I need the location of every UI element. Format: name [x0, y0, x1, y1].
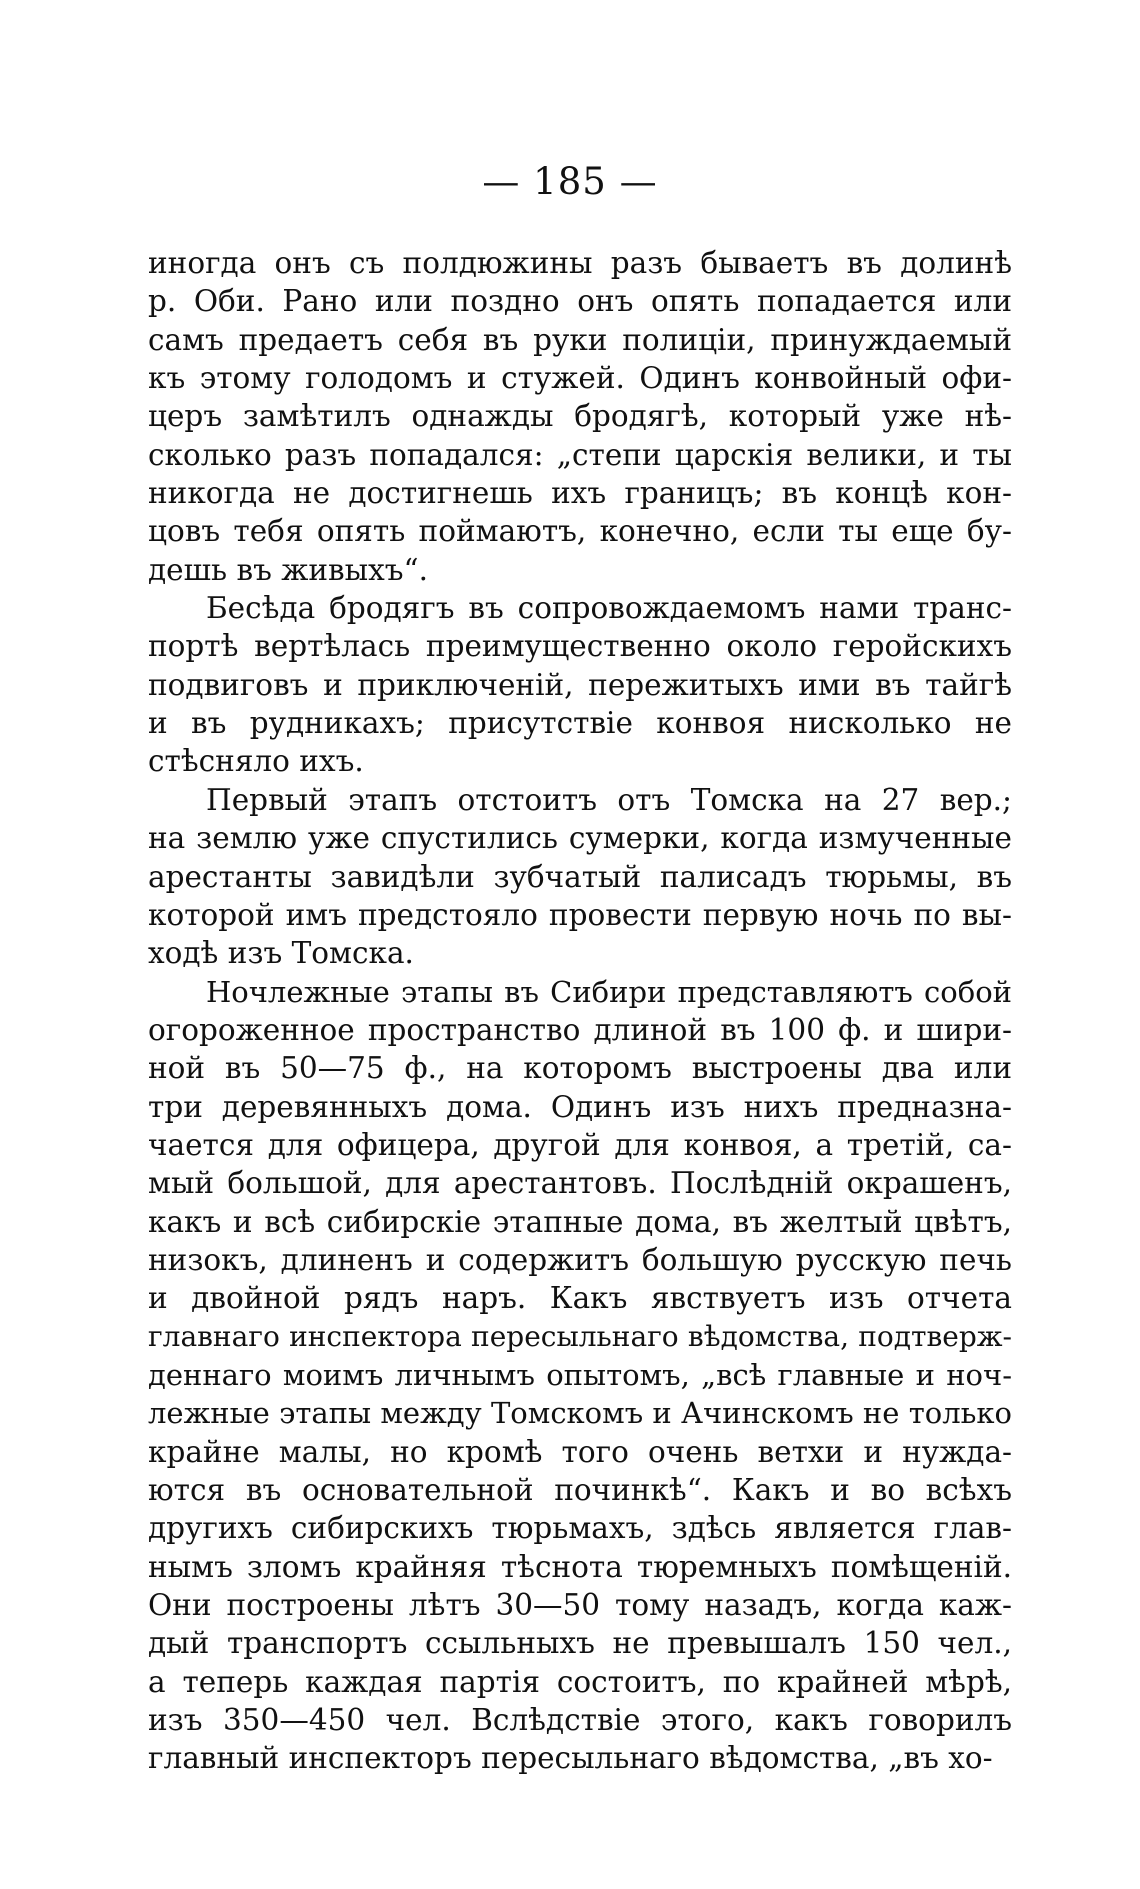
- text-line: цовъ тебя опять поймаютъ, конечно, если ты еще бу-: [148, 514, 1012, 549]
- text-line: огороженное пространство длиной въ 100 ф. и шири-: [148, 1012, 1012, 1047]
- text-line: къ этому голодомъ и стужей. Одинъ конвойный офи-: [148, 361, 1012, 396]
- text-line: ходѣ изъ Томска.: [148, 936, 414, 971]
- text-line: нымъ зломъ крайняя тѣснота тюремныхъ помѣщеній.: [148, 1549, 1012, 1584]
- text-line: которой имъ предстояло провести первую ночь по вы-: [148, 897, 1012, 932]
- text-line: дешь въ живыхъ“.: [148, 552, 428, 587]
- body-text: [148, 244, 1012, 1778]
- text-line: чается для офицера, другой для конвоя, а третій, са-: [148, 1127, 1012, 1162]
- text-line: низокъ, длиненъ и содержитъ большую русскую печь: [148, 1242, 1012, 1277]
- text-line: крайне малы, но кромѣ того очень ветхи и нужда-: [148, 1434, 1012, 1469]
- text-line: и двойной рядъ наръ. Какъ явствуетъ изъ отчета: [148, 1281, 1012, 1316]
- text-line: ной въ 50—75 ф., на которомъ выстроены два или: [148, 1051, 1012, 1086]
- text-line: лежные этапы между Томскомъ и Ачинскомъ не только: [148, 1396, 1012, 1431]
- text-line: Первый этапъ отстоитъ отъ Томска на 27 вер.;: [206, 782, 1012, 817]
- text-line: а теперь каждая партія состоитъ, по крайней мѣрѣ,: [148, 1664, 1012, 1699]
- text-line: на землю уже спустились сумерки, когда измученные: [148, 821, 1012, 856]
- text-line: Бесѣда бродягъ въ сопровождаемомъ нами транс-: [206, 591, 1012, 626]
- text-line: иногда онъ съ полдюжины разъ бываетъ въ долинѣ: [148, 246, 1012, 280]
- paragraph: [148, 781, 1012, 973]
- text-line: другихъ сибирскихъ тюрьмахъ, здѣсь является глав-: [148, 1511, 1012, 1546]
- text-line: главнаго инспектора пересыльнаго вѣдомства, подтверж-: [148, 1319, 1012, 1353]
- text-line: стѣсняло ихъ.: [148, 744, 364, 779]
- text-line: деннаго моимъ личнымъ опытомъ, „всѣ главные и ноч-: [148, 1357, 1012, 1392]
- text-line: сколько разъ попадался: „степи царскія велики, и ты: [148, 437, 1012, 472]
- text-line: главный инспекторъ пересыльнаго вѣдомства, „въ хо-: [148, 1741, 993, 1776]
- text-line: арестанты завидѣли зубчатый палисадъ тюрьмы, въ: [148, 859, 1012, 894]
- paragraph: [148, 589, 1012, 781]
- text-line: р. Оби. Рано или поздно онъ опять попадается или: [148, 284, 1012, 319]
- text-line: Ночлежные этапы въ Сибири представляютъ собой: [206, 974, 1012, 1009]
- text-line: мый большой, для арестантовъ. Послѣдній окрашенъ,: [148, 1166, 1012, 1201]
- text-line: дый транспортъ ссыльныхъ не превышалъ 150 чел.,: [148, 1626, 1012, 1661]
- text-line: ются въ основательной починкѣ“. Какъ и во всѣхъ: [148, 1473, 1012, 1507]
- text-line: три деревянныхъ дома. Одинъ изъ нихъ предназна-: [148, 1089, 1012, 1124]
- text-line: церъ замѣтилъ однажды бродягѣ, который уже нѣ-: [148, 399, 1012, 434]
- text-line: никогда не достигнешь ихъ границъ; въ концѣ кон-: [148, 476, 1012, 511]
- paragraph: [148, 973, 1012, 1778]
- text-line: Они построены лѣтъ 30—50 тому назадъ, когда каж-: [148, 1588, 1012, 1623]
- page-number: — 185 —: [482, 160, 658, 203]
- text-line: изъ 350—450 чел. Вслѣдствіе этого, какъ говорилъ: [148, 1703, 1012, 1738]
- text-line: подвиговъ и приключеній, пережитыхъ ими въ тайгѣ: [148, 667, 1012, 702]
- text-line: самъ предаетъ себя въ руки полиціи, принуждаемый: [148, 322, 1012, 357]
- text-line: и въ рудникахъ; присутствіе конвоя нисколько не: [148, 706, 1012, 741]
- text-line: какъ и всѣ сибирскіе этапные дома, въ желтый цвѣтъ,: [148, 1204, 1012, 1239]
- text-line: портѣ вертѣлась преимущественно около геройскихъ: [148, 629, 1012, 664]
- paragraph: [148, 244, 1012, 589]
